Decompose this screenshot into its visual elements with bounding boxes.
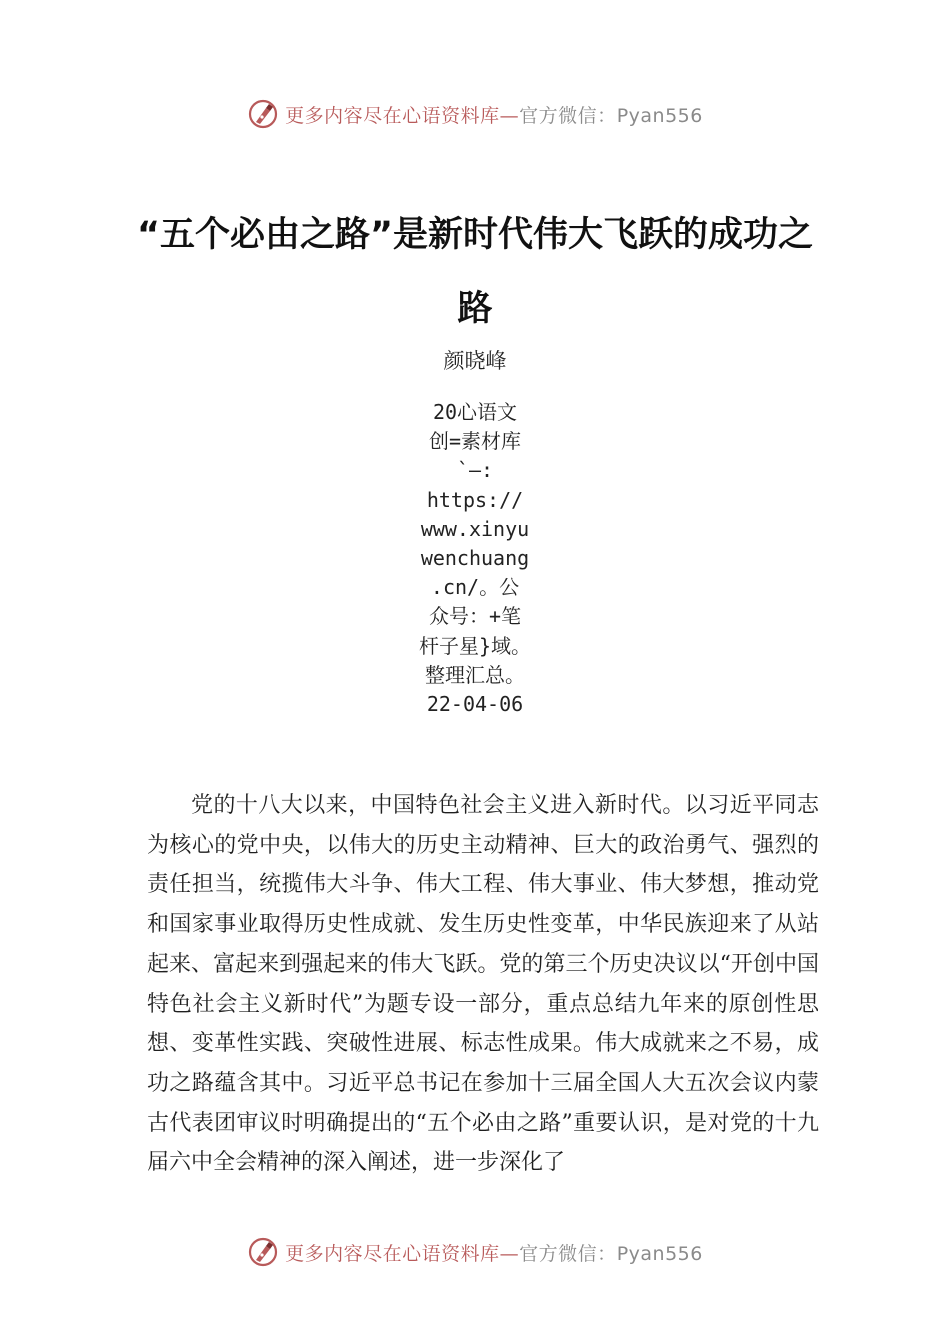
banner-official-label: 官方微信： (519, 104, 617, 127)
source-notice-line: https:// (426, 487, 524, 512)
body-paragraph: 党的十八大以来，中国特色社会主义进入新时代。以习近平同志为核心的党中央，以伟大的历史主动精神、巨大的政治勇气、强烈的责任担当，统揽伟大斗争、伟大工程、伟大事业、伟大梦想，推动党和国家事业取得历史性成就、发生历史性变革，中华民族迎来了从站起来、富起来到强起来的伟大飞跃。党的第三个历史决议以“开创中国特色社会主义新时代”为题专设一部分，重点总结九年来的原创性思想、变革性实践、突破性进展、标志性成果。伟大成就来之不易，成功之路蕴含其中。习近平总书记在参加十三届全国人大五次会议内蒙古代表团审议时明确提出的“五个必由之路”重要认识，是对党的十九届六中全会精神的深入阐述，进一步深化了 (147, 793, 819, 1176)
banner-main-text: 更多内容尽在心语资料库 (285, 1242, 500, 1265)
document-title: “五个必由之路”是新时代伟大飞跃的成功之路 (136, 215, 813, 329)
source-notice-line: 22-04-06 (426, 691, 524, 716)
source-notice (405, 398, 545, 719)
banner-wechat-id: Pyan556 (616, 1242, 703, 1265)
source-notice-line: 20心语文 (432, 400, 518, 424)
source-notice-line: www.xinyu (420, 516, 530, 541)
header-banner (0, 94, 950, 134)
pen-nib-circle-icon (247, 98, 279, 130)
source-notice-line: 杆子星}域。 (418, 633, 532, 658)
source-notice-line: 创=素材库 (428, 429, 522, 454)
source-notice-line: 整理汇总。 (425, 662, 525, 687)
banner-main-text: 更多内容尽在心语资料库 (285, 104, 500, 127)
banner-dash: — (499, 104, 520, 127)
banner-text (285, 1239, 703, 1266)
banner-wechat-id: Pyan556 (616, 104, 703, 127)
source-notice-line: `—: (456, 458, 494, 483)
banner-official-label: 官方微信： (519, 1242, 617, 1265)
source-notice-line: 众号：+笔 (428, 604, 522, 629)
banner-text (285, 101, 703, 128)
source-notice-line: wenchuang (420, 545, 530, 570)
document-author: 颜晓峰 (443, 349, 507, 373)
pen-nib-circle-icon (247, 1236, 279, 1268)
footer-banner (0, 1232, 950, 1272)
source-notice-line: .cn/。公 (430, 575, 520, 600)
banner-dash: — (499, 1242, 520, 1265)
